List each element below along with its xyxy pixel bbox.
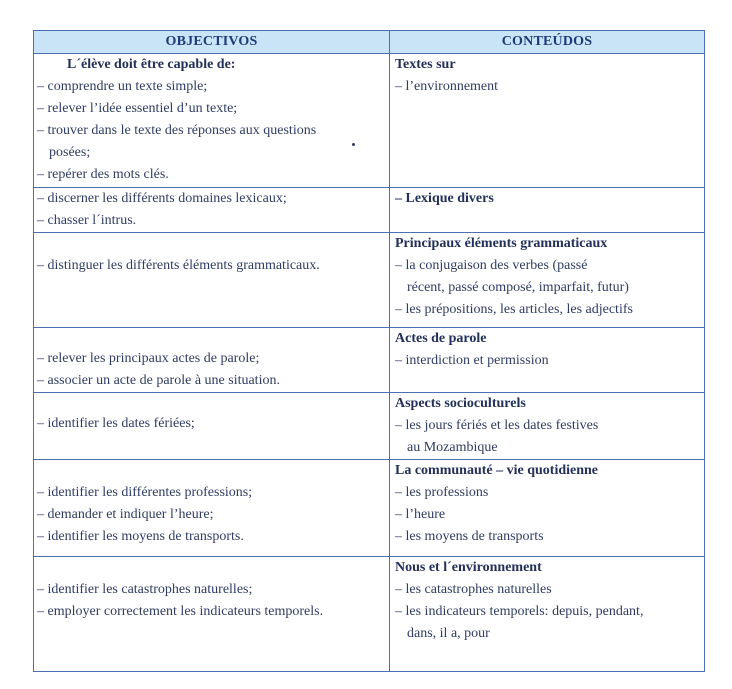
contents-heading: Aspects socioculturels xyxy=(395,396,526,411)
objective-item: – demander et indiquer l’heure; xyxy=(37,507,214,522)
header-row xyxy=(34,31,705,54)
content-item: – interdiction et permission xyxy=(395,353,549,368)
objective-item: – relever l’idée essentiel d’un texte; xyxy=(37,101,238,116)
contents-heading: Nous et l´environnement xyxy=(395,560,542,575)
content-item: – les catastrophes naturelles xyxy=(395,582,552,597)
content-item: – la conjugaison des verbes (passé xyxy=(395,258,588,273)
contents-heading: La communauté – vie quotidienne xyxy=(395,463,599,478)
objectives-cell xyxy=(34,233,390,328)
objective-item: – employer correctement les indicateurs temporels. xyxy=(37,604,324,619)
spacer xyxy=(37,557,385,579)
objective-item: – distinguer les différents éléments grammaticaux. xyxy=(37,258,320,273)
objective-item: – relever les principaux actes de parole; xyxy=(37,351,260,366)
objectives-cell xyxy=(34,54,390,188)
speck-mark xyxy=(352,143,355,146)
objective-item: – trouver dans le texte des réponses aux questions xyxy=(37,123,317,138)
table-row xyxy=(34,328,705,393)
spacer xyxy=(37,460,385,482)
table-row xyxy=(34,557,705,672)
contents-heading: Principaux éléments grammaticaux xyxy=(395,236,608,251)
objective-item: – identifier les différentes professions; xyxy=(37,485,253,500)
table-row xyxy=(34,393,705,460)
objective-item: – repérer des mots clés. xyxy=(37,167,169,182)
table-row xyxy=(34,233,705,328)
objectives-cell xyxy=(34,393,390,460)
content-item: – les prépositions, les articles, les adjectifs xyxy=(395,302,633,317)
contents-heading: Actes de parole xyxy=(395,331,487,346)
content-item: dans, il a, pour xyxy=(407,626,490,641)
content-item: – l’heure xyxy=(395,507,446,522)
content-item: récent, passé composé, imparfait, futur) xyxy=(407,280,629,295)
objectives-cell xyxy=(34,557,390,672)
contents-cell xyxy=(390,188,705,233)
contents-header: CONTEÚDOS xyxy=(390,31,705,54)
content-item: – l’environnement xyxy=(395,79,499,94)
objective-item: – chasser l´intrus. xyxy=(37,213,137,228)
contents-heading: Textes sur xyxy=(395,57,456,72)
content-item: au Mozambique xyxy=(407,440,498,455)
objective-item: – identifier les catastrophes naturelles; xyxy=(37,582,253,597)
objectives-cell xyxy=(34,460,390,557)
objective-item: – identifier les dates fériées; xyxy=(37,416,195,431)
objective-item: posées; xyxy=(49,145,91,160)
curriculum-table xyxy=(33,30,705,672)
contents-cell xyxy=(390,328,705,393)
contents-cell xyxy=(390,460,705,557)
table-row xyxy=(34,54,705,188)
content-item: – les jours fériés et les dates festives xyxy=(395,418,599,433)
table-row xyxy=(34,460,705,557)
objectives-header: OBJECTIVOS xyxy=(34,31,390,54)
contents-cell xyxy=(390,233,705,328)
content-item: – les professions xyxy=(395,485,489,500)
contents-cell xyxy=(390,54,705,188)
content-item: – les moyens de transports xyxy=(395,529,544,544)
table-row xyxy=(34,188,705,233)
objectives-cell xyxy=(34,328,390,393)
spacer xyxy=(37,328,385,348)
contents-heading: – Lexique divers xyxy=(395,191,494,206)
objective-item: – associer un acte de parole à une situation. xyxy=(37,373,280,388)
contents-cell xyxy=(390,393,705,460)
objective-item: – comprendre un texte simple; xyxy=(37,79,208,94)
spacer xyxy=(37,393,385,413)
content-item: – les indicateurs temporels: depuis, pendant, xyxy=(395,604,644,619)
objectives-cell xyxy=(34,188,390,233)
contents-cell xyxy=(390,557,705,672)
objectives-heading: L´élève doit être capable de: xyxy=(67,57,236,72)
objective-item: – discerner les différents domaines lexicaux; xyxy=(37,191,287,206)
objective-item: – identifier les moyens de transports. xyxy=(37,529,244,544)
spacer xyxy=(37,233,385,255)
